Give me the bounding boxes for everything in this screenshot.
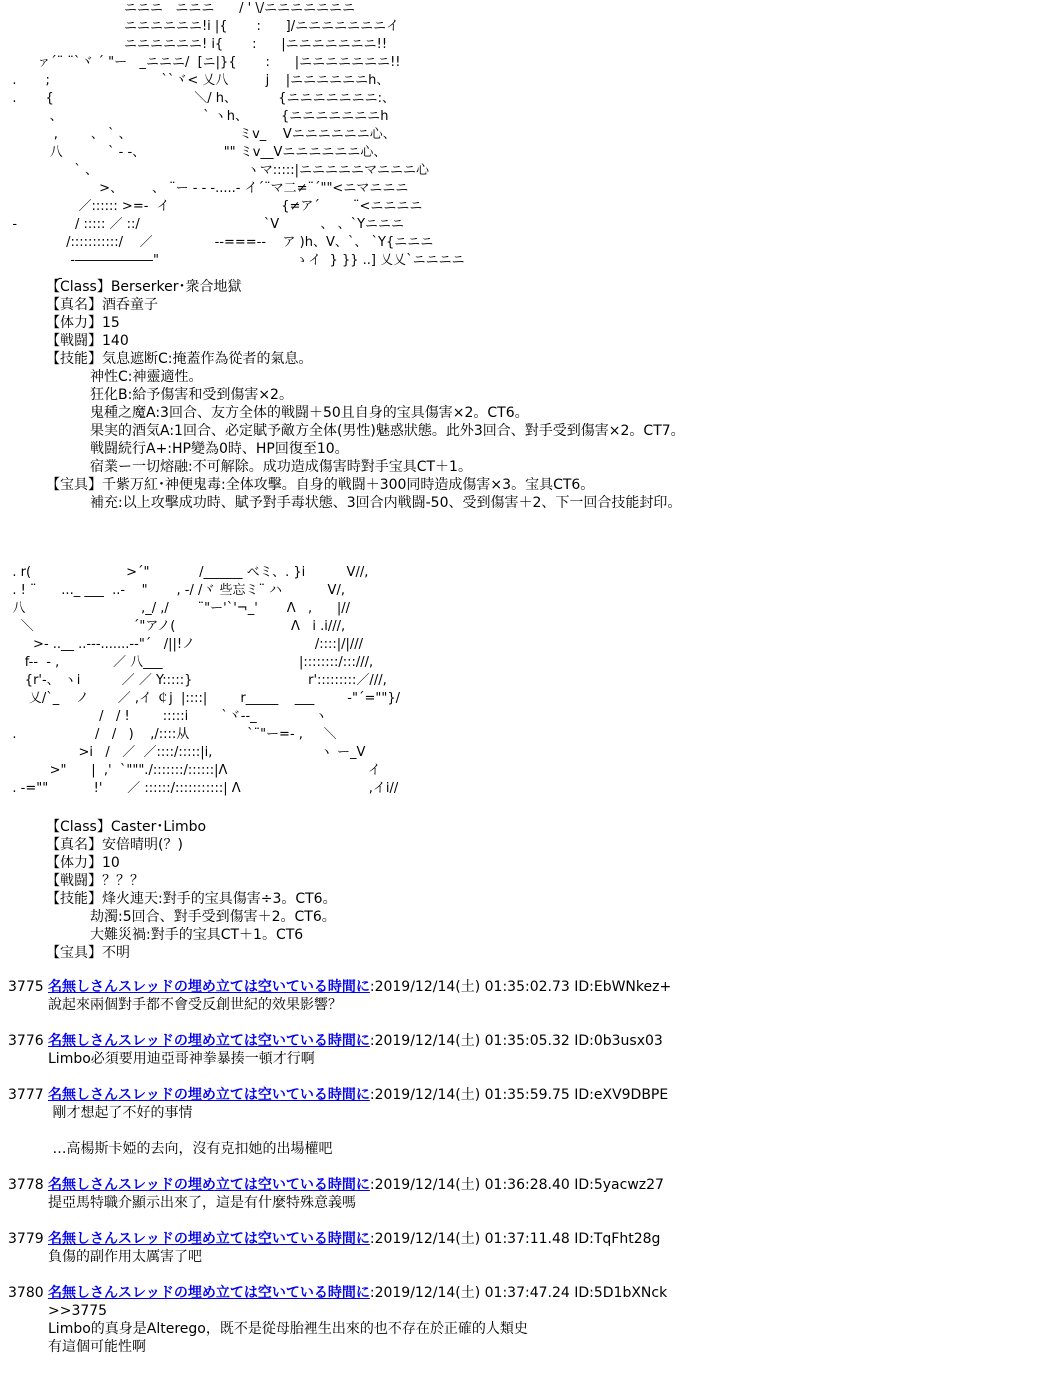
post — [8, 978, 1044, 1014]
post-body — [8, 1248, 1044, 1266]
post-body — [8, 1194, 1044, 1212]
ascii-art-line: , 、 ` 、 ミv_ Vニニニニニニ心、 — [0, 127, 396, 142]
ascii-art-berserker — [0, 0, 600, 286]
post-number: 3780 — [8, 1285, 44, 1301]
profile-line: 【真名】酒呑童子 — [46, 297, 158, 313]
profile-line: 果実的酒気A:1回合、必定賦予敵方全体(男性)魅惑狀態。此外3回合、對手受到傷害×2。CT7。 — [90, 423, 685, 439]
post-number: 3776 — [8, 1033, 44, 1049]
profile-line: 大難災禍:對手的宝具CT＋1。CT6 — [90, 927, 304, 943]
blank-line — [48, 1122, 1044, 1140]
ascii-art-line: ニニニニニニ!i |{ : ]/ニニニニニニニイ — [0, 19, 400, 34]
post-number: 3778 — [8, 1177, 44, 1193]
ascii-art-line: /:::::::::::/ ／ --===-- ア )h、V、`、 `Y{ニニニ — [0, 235, 434, 250]
post — [8, 1176, 1044, 1212]
profile-line: 【宝具】不明 — [46, 945, 130, 961]
post-line: 剛才想起了不好的事情 — [48, 1105, 193, 1121]
profile-line: 鬼種之魔A:3回合、友方全体的戦闘＋50且自身的宝具傷害×2。CT6。 — [90, 405, 529, 421]
ascii-art-line: ニニニニニニ! i{ : |ニニニニニニニ!! — [0, 37, 388, 52]
profile-line: 補充:以上攻擊成功時、賦予對手毒状態、3回合内戦闘-50、受到傷害＋2、下一回合技能封印。 — [90, 495, 682, 511]
post-header — [8, 1284, 1044, 1302]
post — [8, 1086, 1044, 1158]
post-header — [8, 1032, 1044, 1050]
profile-line: 狂化B:給予傷害和受到傷害×2。 — [90, 387, 293, 403]
post-meta: :2019/12/14(土) 01:35:05.32 ID:0b3usx03 — [369, 1033, 663, 1049]
post-header — [8, 1086, 1044, 1104]
poster-name-link[interactable]: 名無しさんスレッドの埋め立ては空いている時間に — [48, 1087, 370, 1103]
profile-line: 【戦闘】？？？ — [46, 873, 144, 889]
ascii-art-line: . / / ) ,/::::从 `¨"ー=- , ＼ — [0, 727, 337, 742]
post-number: 3777 — [8, 1087, 44, 1103]
poster-name-link[interactable]: 名無しさんスレッドの埋め立ては空いている時間に — [48, 1285, 370, 1301]
profile-line: 【Class】Berserker･衆合地獄 — [46, 279, 242, 295]
ascii-art-line: 八 ,_/ ,/ ¨"ー'`'¬_' Λ , |// — [0, 601, 351, 616]
post-number: 3775 — [8, 979, 44, 995]
post-header — [8, 1230, 1044, 1248]
post-meta: :2019/12/14(土) 01:37:11.48 ID:TqFht28g — [369, 1231, 661, 1247]
profile-line: 【真名】安倍晴明(？) — [46, 837, 183, 853]
ascii-art-line: ァ´¨ ¨`ヾ ´ "ー _ニニニ/ [ニ|}{ : |ニニニニニニニ!! — [0, 55, 401, 70]
post-meta: :2019/12/14(土) 01:35:59.75 ID:eXV9DBPE — [369, 1087, 669, 1103]
ascii-art-caster — [0, 564, 470, 802]
profile-line: 【技能】気息遮断C:掩蓋作為從者的氣息。 — [46, 351, 313, 367]
ascii-art-line: / / ! :::::i `ヾ-‐_ ヽ — [0, 709, 328, 724]
post — [8, 1032, 1044, 1068]
post-body — [8, 996, 1044, 1014]
profile-line: 戦闘続行A+:HP變為0時、HP回復至10。 — [90, 441, 349, 457]
profile-line: 【戦闘】140 — [46, 333, 129, 349]
servant-profile-berserker — [46, 278, 1046, 512]
ascii-art-line: . r( >´" /______ ベミ、. }i V//, — [0, 565, 369, 580]
poster-name-link[interactable]: 名無しさんスレッドの埋め立ては空いている時間に — [48, 1231, 370, 1247]
ascii-art-line: >i / ／ ／::::/:::::|i, ヽ ー_V — [0, 745, 366, 760]
post-body — [8, 1050, 1044, 1068]
poster-name-link[interactable]: 名無しさんスレッドの埋め立ては空いている時間に — [48, 979, 370, 995]
ascii-art-line: >- ..__ ..---.......-‐"´ /||!ノ /::::|/|/// — [0, 637, 364, 652]
ascii-art-line: . ! ¨ ..._ ___ ..- " , -/ /ヾ 些忘ミ¨ ハ V/, — [0, 583, 345, 598]
profile-line: 【体力】15 — [46, 315, 120, 331]
post-line: Limbo必須要用迪亞哥神拳暴揍一頓才行啊 — [48, 1051, 315, 1067]
post-meta: :2019/12/14(土) 01:35:02.73 ID:EbWNkez+ — [369, 979, 672, 995]
poster-name-link[interactable]: 名無しさんスレッドの埋め立ては空いている時間に — [48, 1177, 370, 1193]
post-line: >>3775 — [48, 1303, 108, 1319]
post — [8, 1230, 1044, 1266]
ascii-art-line: f-- - , ／ 八___ |::::::::/:::///, — [0, 655, 374, 670]
profile-line: 劫濁:5回合、對手受到傷害＋2。CT6。 — [90, 909, 336, 925]
poster-name-link[interactable]: 名無しさんスレッドの埋め立ては空いている時間に — [48, 1033, 370, 1049]
post-line: 提亞馬特職介顯示出來了，這是有什麼特殊意義嗎 — [48, 1195, 356, 1211]
profile-line: 宿業ー一切熔融:不可解除。成功造成傷害時對手宝具CT＋1。 — [90, 459, 472, 475]
post-meta: :2019/12/14(土) 01:36:28.40 ID:5yacwz27 — [369, 1177, 664, 1193]
profile-line: 【Class】Caster･Limbo — [46, 819, 207, 835]
ascii-art-line: . -="" !' ／ ::::::/:::::::::::| Λ ,イi// — [0, 781, 399, 796]
ascii-art-line: . { ＼/ h、 {ニニニニニニニ:、 — [0, 91, 395, 106]
profile-line: 神性C:神靈適性。 — [90, 369, 203, 385]
reply-list — [8, 978, 1044, 1374]
ascii-art-line: ＼ ´"アノ( Λ i .i///, — [0, 619, 346, 634]
servant-profile-caster — [46, 818, 1046, 962]
post — [8, 1284, 1044, 1356]
post-meta: :2019/12/14(土) 01:37:47.24 ID:5D1bXNck — [369, 1285, 668, 1301]
profile-line: 【技能】烽火連天:對手的宝具傷害÷3。CT6。 — [46, 891, 337, 907]
ascii-art-line: . ; ``ヾ< 乂八 j |ニニニニニニh、 — [0, 73, 390, 88]
post-line: 說起來兩個對手都不會受反創世紀的效果影響？ — [48, 997, 342, 1013]
post-header — [8, 1176, 1044, 1194]
ascii-art-line: >、 、 ¨ー - - -.....- イ´¨マ二≠¨´""<ニマニニニ — [0, 181, 409, 196]
post-line: 有這個可能性啊 — [48, 1339, 146, 1355]
post-number: 3779 — [8, 1231, 44, 1247]
ascii-art-line: {r'-、 ヽi ／ ／ Y:::::} r':::::::::／///, — [0, 673, 387, 688]
ascii-art-line: ニニニ ニニニ / ' \/ニニニニニニニ — [0, 1, 356, 16]
ascii-art-line: >" | ,' `"""./:::::::/::::::|Λ イ — [0, 763, 381, 778]
ascii-art-line: ‐――――――" ゝイ } }} ..] 乂乂`ニニニニ — [0, 253, 465, 268]
ascii-art-line: - — [0, 271, 63, 286]
post-header — [8, 978, 1044, 996]
ascii-art-line: ` 、 ヽマ:::::|ニニニニニマニニニ心 — [0, 163, 430, 178]
post-body — [8, 1104, 1044, 1158]
post-line: 負傷的副作用太厲害了吧 — [48, 1249, 202, 1265]
ascii-art-line: - / ::::: ／ ::/ `V 、 、`Yニニニ — [0, 217, 405, 232]
post-body — [8, 1302, 1044, 1356]
ascii-art-line: ／:::::: >=- イ {≠ア´ ¨<ニニニニ — [0, 199, 423, 214]
ascii-art-line: 乂/`_ ノ ／ ,イ ￠j |::::| r_____ ___ -"´=""}/ — [0, 691, 400, 706]
post-line: Limbo的真身是Alterego，既不是從母胎裡生出來的也不存在於正確的人類史 — [48, 1321, 528, 1337]
profile-line: 【体力】10 — [46, 855, 120, 871]
ascii-art-line: 、 ` ヽh、 {ニニニニニニニh — [0, 109, 389, 124]
ascii-art-line: 八 ` - -、 "" ミv__Vニニニニニニ心、 — [0, 145, 387, 160]
profile-line: 【宝具】千紫万紅･神便鬼毒:全体攻擊。自身的戦闘＋300同時造成傷害×3。宝具CT6。 — [46, 477, 595, 493]
post-line: …高楊斯卡婭的去向，沒有克扣她的出場權吧 — [48, 1141, 333, 1157]
